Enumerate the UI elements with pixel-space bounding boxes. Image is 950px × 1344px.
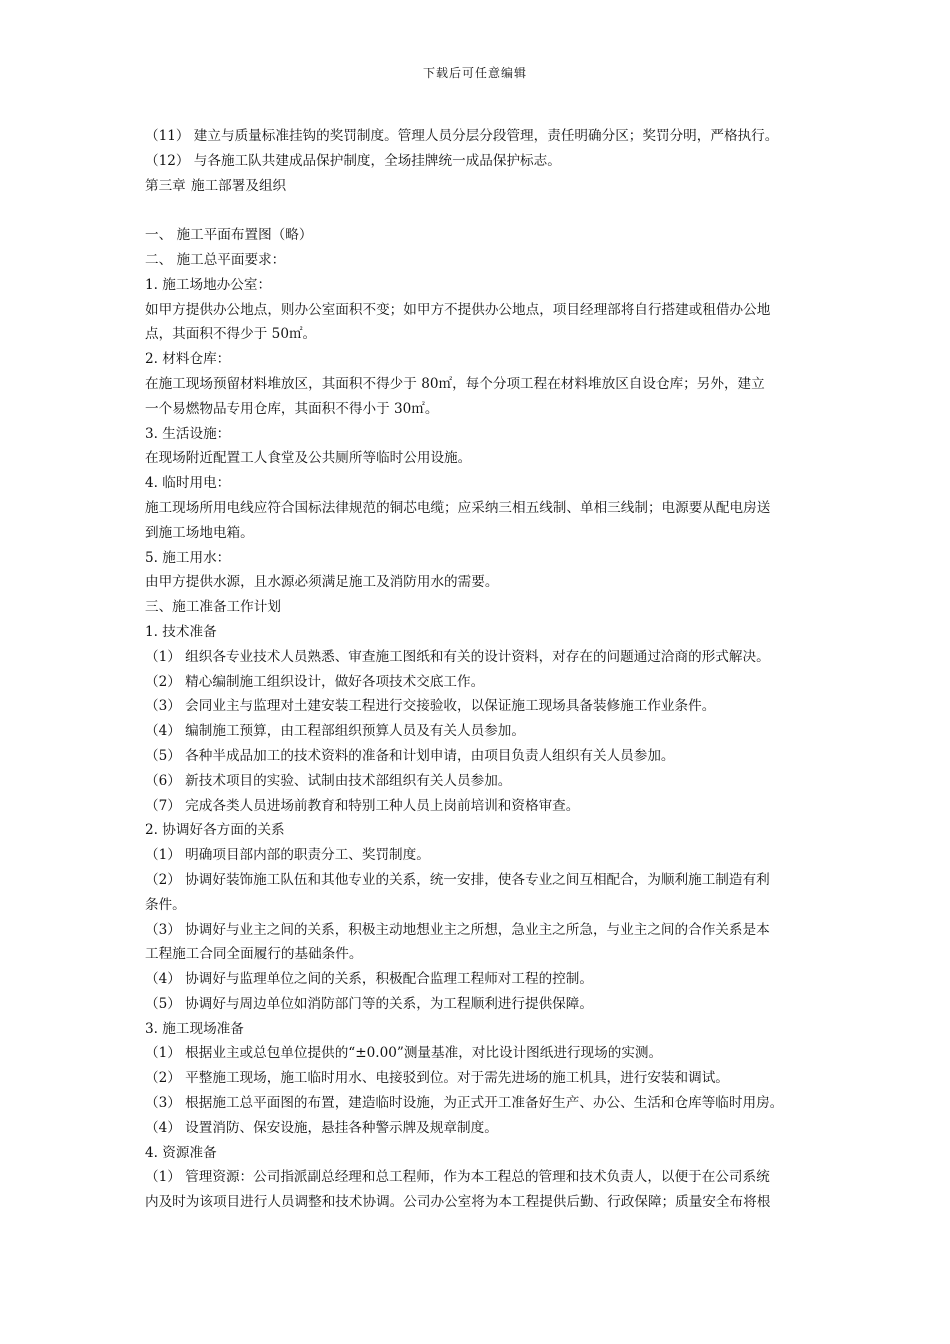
paragraph-line: 在施工现场预留材料堆放区，其面积不得少于 80㎡，每个分项工程在材料堆放区自设仓库；另外，建立 <box>145 375 765 392</box>
list-item: （2） 协调好装饰施工队伍和其他专业的关系，统一安排，使各专业之间互相配合，为顺利施工制造有利 <box>145 871 770 888</box>
list-item: （5） 各种半成品加工的技术资料的准备和计划申请，由项目负责人组织有关人员参加。 <box>145 747 675 764</box>
list-item: （1） 组织各专业技术人员熟悉、审查施工图纸和有关的设计资料，对存在的问题通过洽商的形式解决。 <box>145 648 770 665</box>
paragraph-line: 一个易燃物品专用仓库，其面积不得小于 30㎡。 <box>145 400 439 417</box>
list-item: （1） 根据业主或总包单位提供的“±0.00”测量基准，对比设计图纸进行现场的实测。 <box>145 1045 663 1062</box>
chapter-heading <box>145 174 817 199</box>
subsection-heading: 2. 协调好各方面的关系 <box>145 822 285 839</box>
list-item: 工程施工合同全面履行的基础条件。 <box>145 946 363 963</box>
paragraph-line: 到施工场地电箱。 <box>145 524 254 541</box>
subsection-heading: 4. 临时用电： <box>145 475 231 492</box>
paragraph-line: 点，其面积不得少于 50㎡。 <box>145 326 317 343</box>
paragraph-line: （11） 建立与质量标准挂钩的奖罚制度。管理人员分层分段管理，责任明确分区；奖罚分明，严格执行。 <box>145 128 779 144</box>
document-body <box>145 124 817 1215</box>
list-item: 条件。 <box>145 896 186 913</box>
section-heading: 二、 施工总平面要求： <box>145 251 286 268</box>
subsection-heading: 3. 施工现场准备 <box>145 1020 244 1037</box>
list-item: 内及时为该项目进行人员调整和技术协调。公司办公室将为本工程提供后勤、行政保障；质量安全布将根 <box>145 1194 771 1211</box>
page-header: 下载后可任意编辑 <box>422 66 527 80</box>
subsection-heading: 1. 施工场地办公室： <box>145 276 272 293</box>
list-item: （5） 协调好与周边单位如消防部门等的关系，为工程顺利进行提供保障。 <box>145 995 593 1012</box>
section-heading: 三、施工准备工作计划 <box>145 599 281 616</box>
list-item: （1） 明确项目部内部的职责分工、奖罚制度。 <box>145 847 430 864</box>
chapter-number: 第三章 <box>145 177 186 194</box>
list-item: （4） 协调好与监理单位之间的关系，积极配合监理工程师对工程的控制。 <box>145 971 593 988</box>
paragraph-line: 如甲方提供办公地点，则办公室面积不变；如甲方不提供办公地点，项目经理部将自行搭建或租借办公地 <box>145 301 771 318</box>
list-item: （2） 精心编制施工组织设计，做好各项技术交底工作。 <box>145 673 485 690</box>
section-heading: 一、 施工平面布置图（略） <box>145 227 313 244</box>
subsection-heading: 2. 材料仓库： <box>145 351 231 368</box>
list-item: （1） 管理资源：公司指派副总经理和总工程师，作为本工程总的管理和技术负责人，以便于在公司系统 <box>145 1169 770 1186</box>
list-item: （3） 协调好与业主之间的关系，积极主动地想业主之所想，急业主之所急，与业主之间的合作关系是本 <box>145 921 770 938</box>
list-item: （3） 根据施工总平面图的布置，建造临时设施，为正式开工准备好生产、办公、生活和仓库等临时用房。 <box>145 1095 784 1112</box>
chapter-title: 施工部署及组织 <box>191 177 287 194</box>
subsection-heading: 5. 施工用水： <box>145 549 231 566</box>
paragraph-line: 在现场附近配置工人食堂及公共厕所等临时公用设施。 <box>145 450 472 467</box>
subsection-heading: 1. 技术准备 <box>145 623 217 640</box>
subsection-heading: 3. 生活设施： <box>145 425 231 442</box>
blank-line <box>145 198 817 223</box>
paragraph-line: 施工现场所用电线应符合国标法律规范的铜芯电缆；应采纳三相五线制、单相三线制；电源要从配电房送 <box>145 499 771 516</box>
list-item: （6） 新技术项目的实验、试制由技术部组织有关人员参加。 <box>145 772 512 789</box>
list-item: （2） 平整施工现场，施工临时用水、电接驳到位。对于需先进场的施工机具，进行安装和调试。 <box>145 1070 729 1087</box>
subsection-heading: 4. 资源准备 <box>145 1144 217 1161</box>
list-item: （4） 编制施工预算，由工程部组织预算人员及有关人员参加。 <box>145 723 525 740</box>
paragraph-line: 由甲方提供水源，且水源必须满足施工及消防用水的需要。 <box>145 574 499 591</box>
list-item: （7） 完成各类人员进场前教育和特别工种人员上岗前培训和资格审查。 <box>145 797 580 814</box>
list-item: （4） 设置消防、保安设施，悬挂各种警示牌及规章制度。 <box>145 1119 498 1136</box>
list-item: （3） 会同业主与监理对土建安装工程进行交接验收，以保证施工现场具备装修施工作业条件。 <box>145 698 716 715</box>
paragraph-line: （12） 与各施工队共建成品保护制度，全场挂牌统一成品保护标志。 <box>145 152 561 169</box>
